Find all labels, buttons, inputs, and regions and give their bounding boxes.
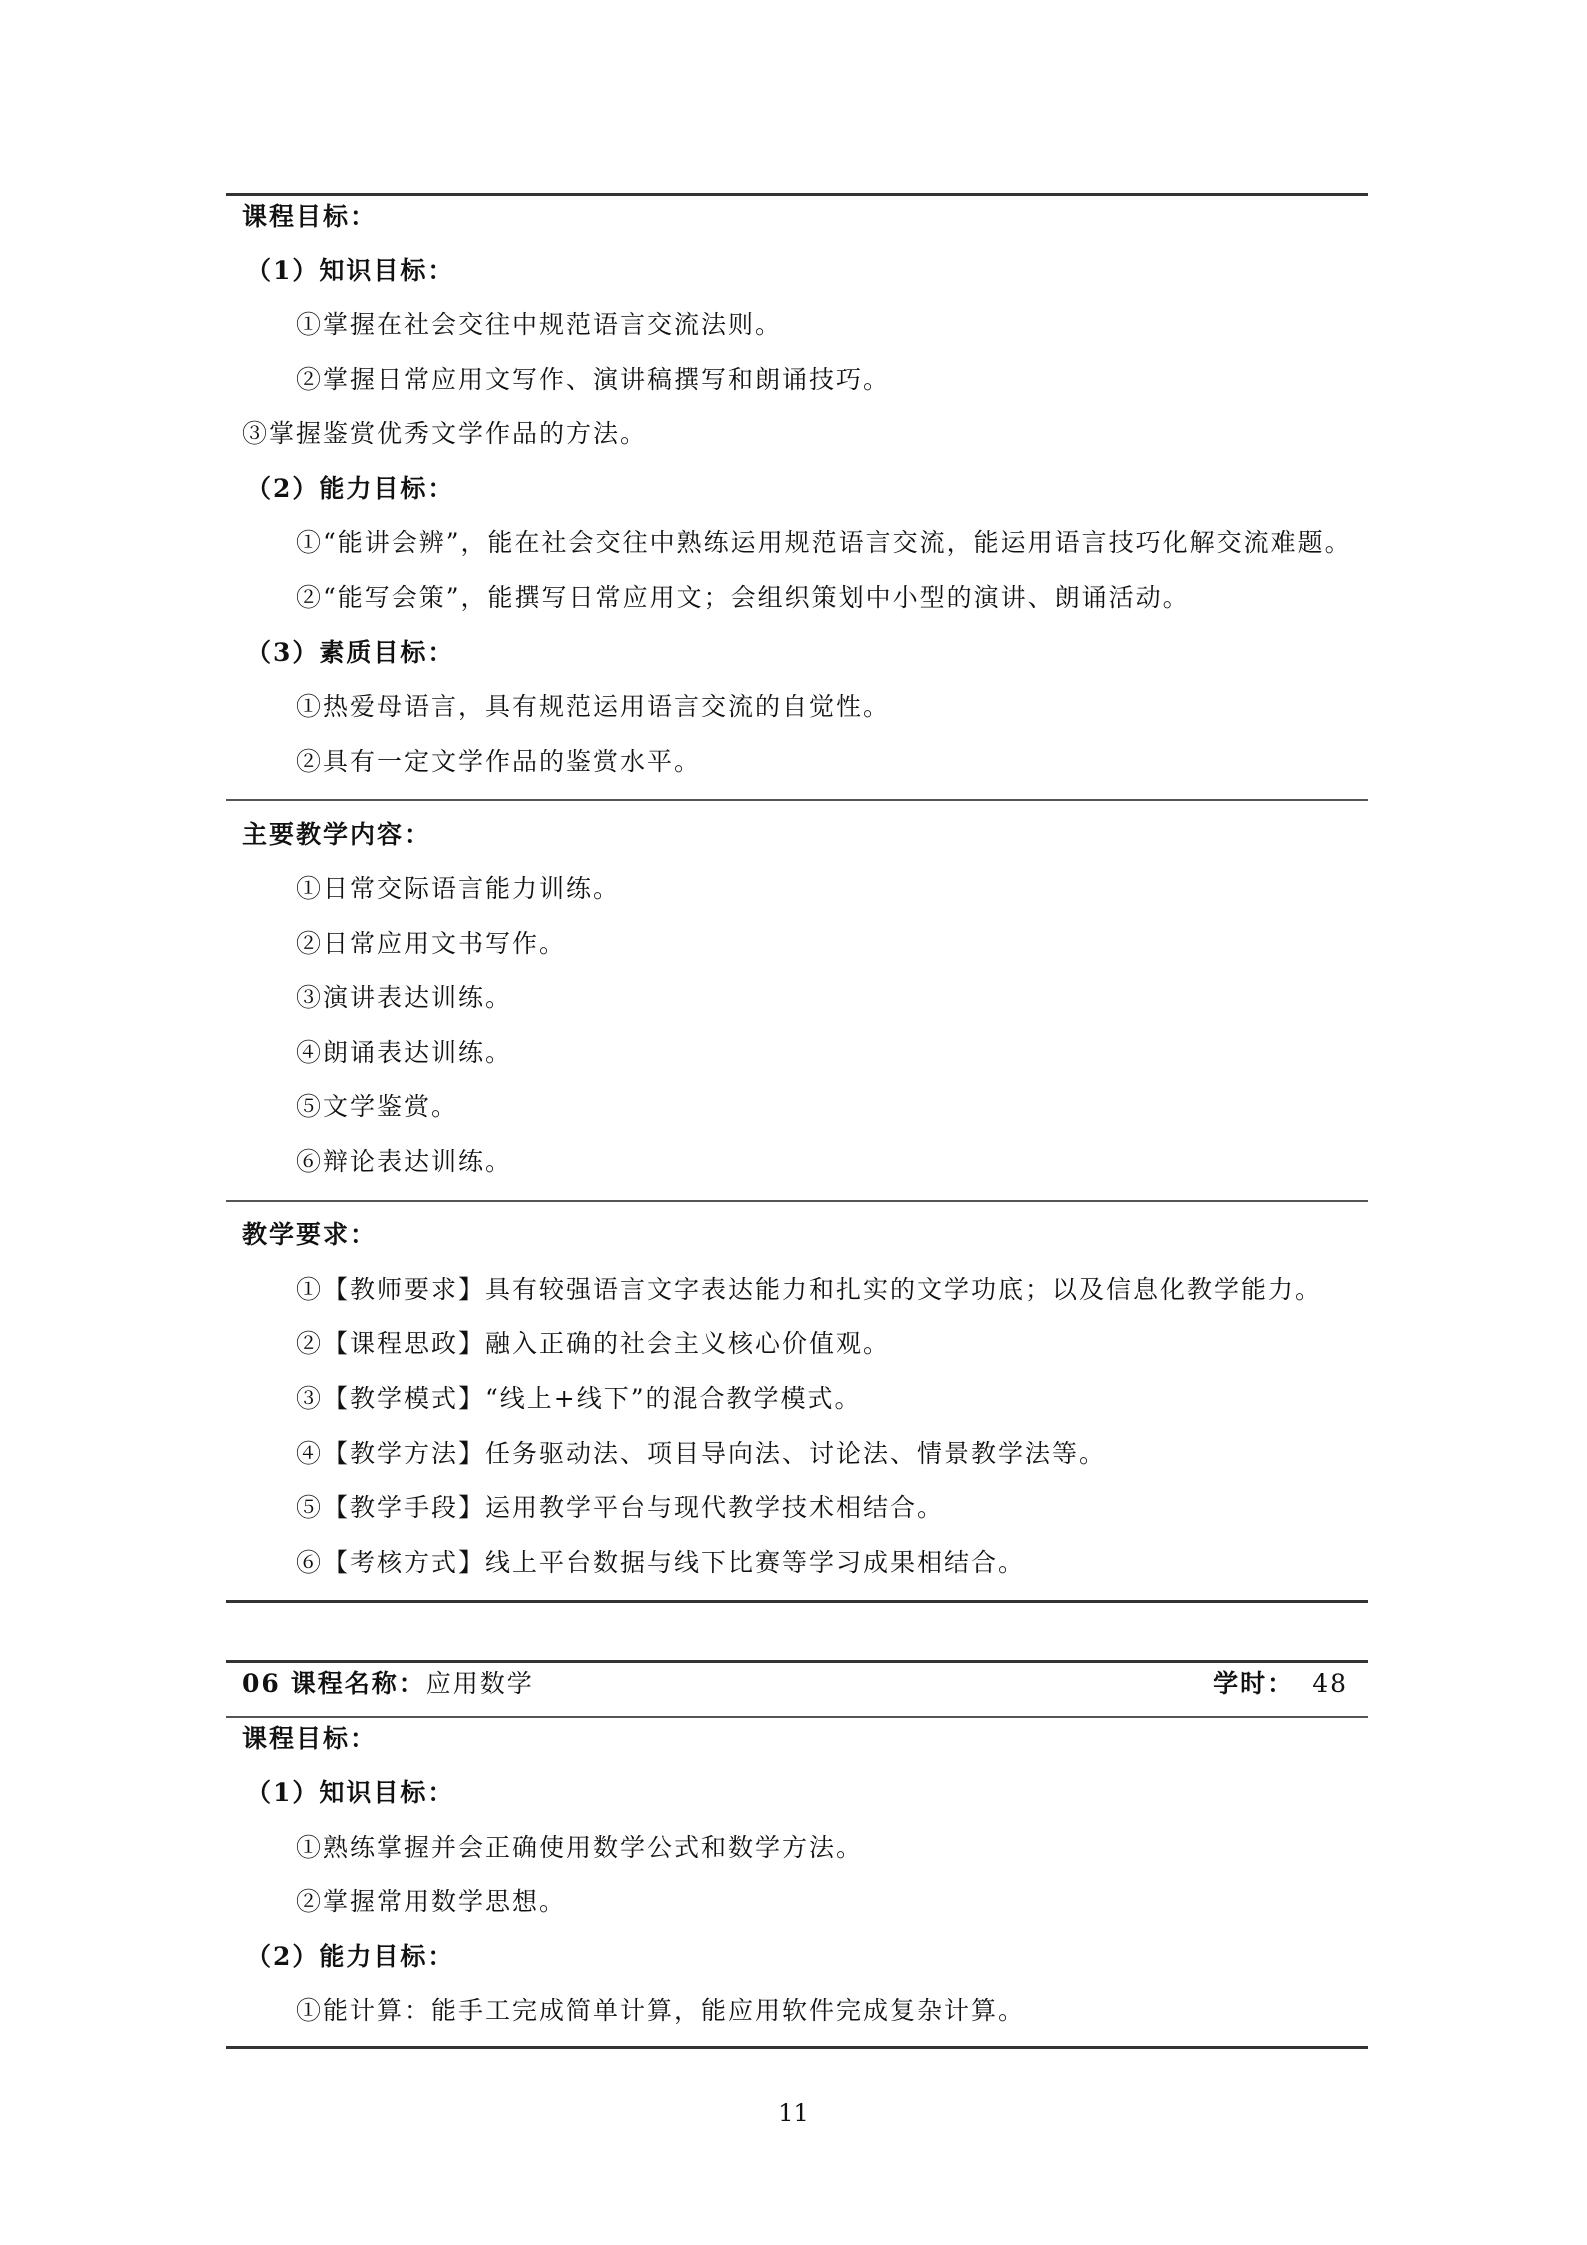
requirement-item: ①【教师要求】具有较强语言文字表达能力和扎实的文学功底；以及信息化教学能力。 <box>296 1275 1323 1304</box>
ability-goals-heading: （2）能力目标： <box>246 1942 455 1971</box>
knowledge-goal-item: ①熟练掌握并会正确使用数学公式和数学方法。 <box>296 1833 864 1862</box>
content-item: ③演讲表达训练。 <box>296 983 513 1012</box>
requirement-item: ④【教学方法】任务驱动法、项目导向法、讨论法、情景教学法等。 <box>296 1439 1107 1468</box>
main-content-heading: 主要教学内容： <box>242 820 432 849</box>
content-item: ①日常交际语言能力训练。 <box>296 874 621 903</box>
knowledge-goal-item: ②掌握常用数学思想。 <box>296 1887 567 1916</box>
course-title-row <box>242 1667 1348 1701</box>
content-item: ④朗诵表达训练。 <box>296 1038 513 1067</box>
content-item: ⑥辩论表达训练。 <box>296 1147 513 1176</box>
quality-goal-item: ②具有一定文学作品的鉴赏水平。 <box>296 747 702 776</box>
teaching-requirements-heading: 教学要求： <box>242 1220 378 1249</box>
course-goals-heading: 课程目标： <box>242 202 378 231</box>
knowledge-goals-heading: （1）知识目标： <box>246 256 455 285</box>
requirement-item: ③【教学模式】“线上+线下”的混合教学模式。 <box>296 1384 862 1413</box>
section-divider <box>226 1716 1368 1718</box>
ability-goal-item: ①“能讲会辨”，能在社会交往中熟练运用规范语言交流，能运用语言技巧化解交流难题。 <box>296 528 1352 557</box>
course-name-value: 应用数学 <box>425 1669 534 1698</box>
table-top-rule <box>226 193 1368 196</box>
section-divider <box>226 1200 1368 1202</box>
course-number: 06 <box>242 1669 281 1698</box>
quality-goal-item: ①热爱母语言，具有规范运用语言交流的自觉性。 <box>296 692 891 721</box>
table-bottom-rule <box>226 1600 1368 1603</box>
ability-goal-item: ①能计算：能手工完成简单计算，能应用软件完成复杂计算。 <box>296 1996 1026 2025</box>
ability-goal-item: ②“能写会策”，能撰写日常应用文；会组织策划中小型的演讲、朗诵活动。 <box>296 583 1190 612</box>
requirement-item: ⑤【教学手段】运用教学平台与现代教学技术相结合。 <box>296 1493 945 1522</box>
requirement-item: ②【课程思政】融入正确的社会主义核心价值观。 <box>296 1329 891 1358</box>
knowledge-goal-item: ②掌握日常应用文写作、演讲稿撰写和朗诵技巧。 <box>296 365 891 394</box>
course-goals-heading: 课程目标： <box>242 1724 378 1753</box>
table-bottom-rule <box>226 2046 1368 2049</box>
course-name-label: 课程名称： <box>290 1669 426 1698</box>
requirement-item: ⑥【考核方式】线上平台数据与线下比赛等学习成果相结合。 <box>296 1548 1026 1577</box>
table-top-rule <box>226 1660 1368 1663</box>
page-number: 11 <box>778 2099 809 2127</box>
knowledge-goals-heading: （1）知识目标： <box>246 1778 455 1807</box>
content-item: ②日常应用文书写作。 <box>296 929 567 958</box>
quality-goals-heading: （3）素质目标： <box>246 638 455 667</box>
knowledge-goal-item: ①掌握在社会交往中规范语言交流法则。 <box>296 310 783 339</box>
course-hours-value: 48 <box>1312 1669 1348 1698</box>
knowledge-goal-item: ③掌握鉴赏优秀文学作品的方法。 <box>242 419 648 448</box>
section-divider <box>226 799 1368 801</box>
ability-goals-heading: （2）能力目标： <box>246 474 455 503</box>
content-item: ⑤文学鉴赏。 <box>296 1092 459 1121</box>
course-hours-label: 学时： <box>1213 1669 1295 1698</box>
